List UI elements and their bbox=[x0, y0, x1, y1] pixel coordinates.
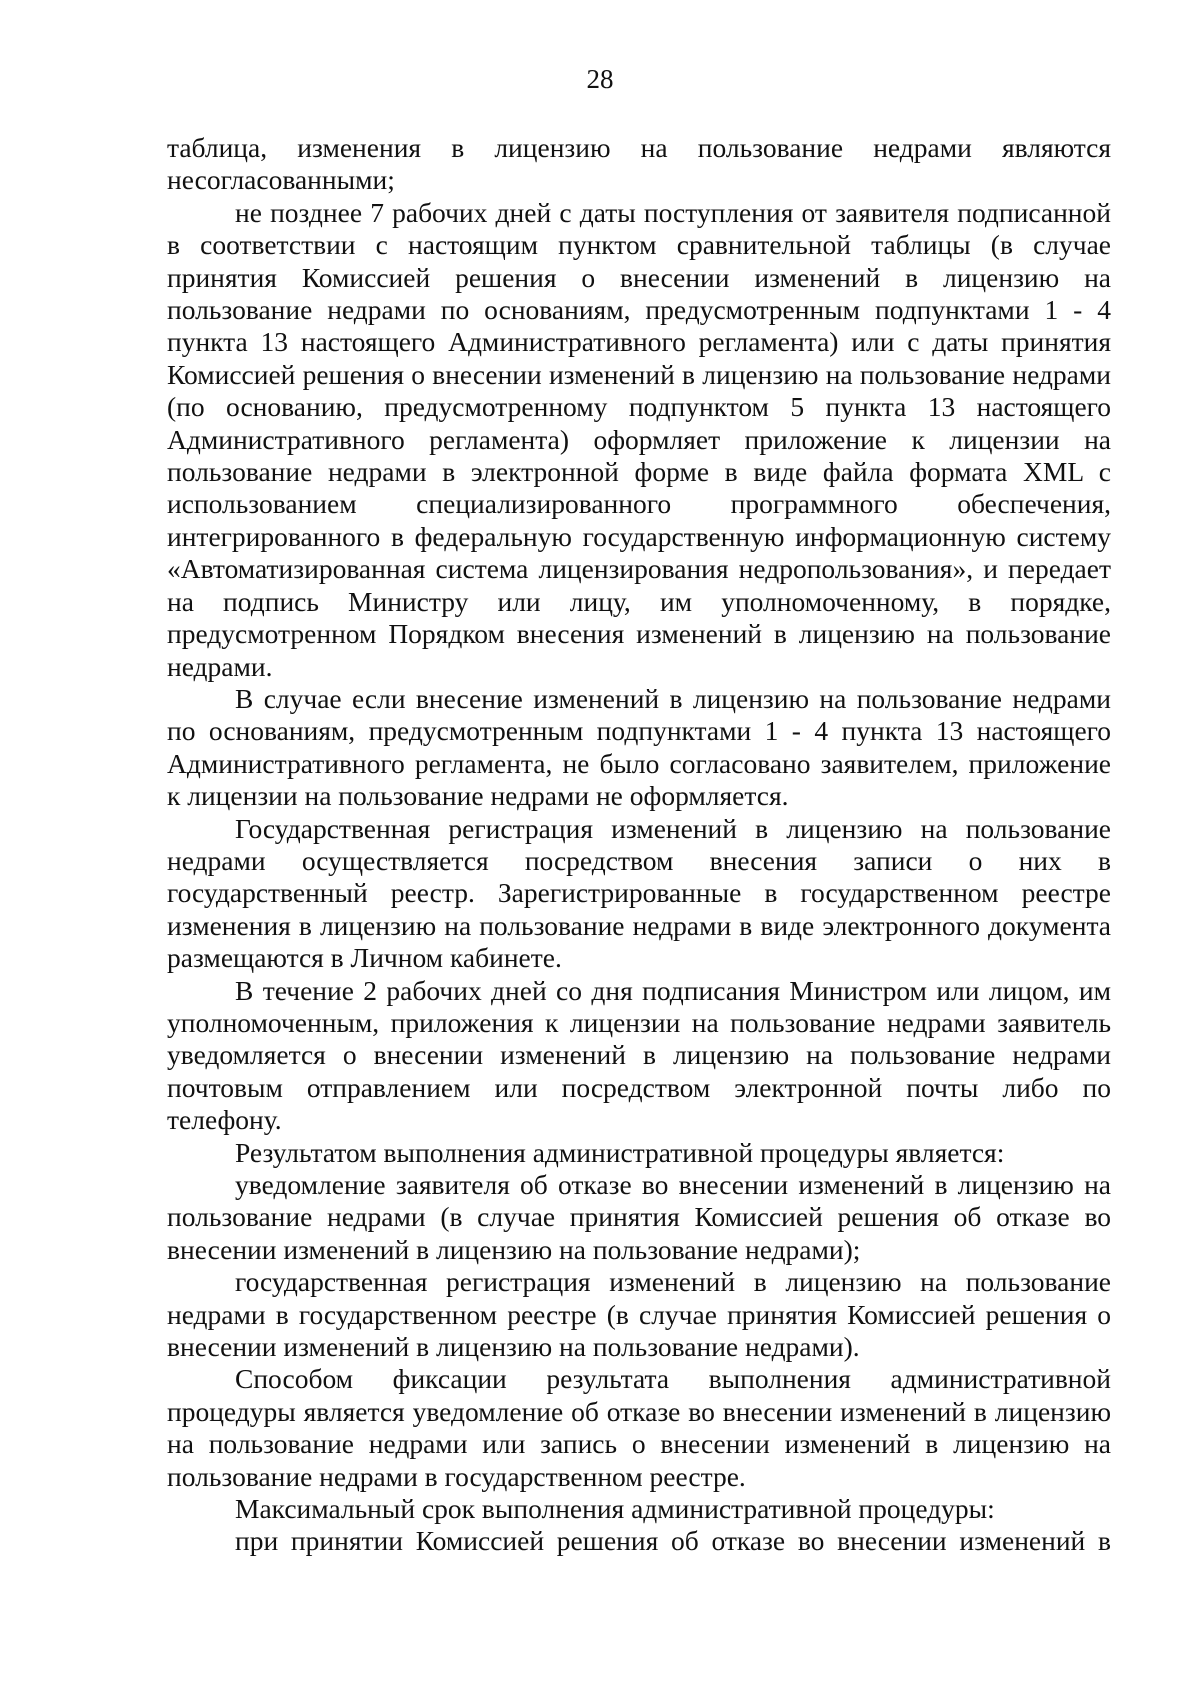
paragraph-state-registration: Государственная регистрация изменений в лицензию на пользование недрами осуществляется посредством внесения записи о них в государственный реестр. Зарегистрированные в государственном реестре изменения в лицензию на пользование недрами в виде электронного документа размещаются в Личном кабинете. bbox=[167, 812, 1111, 974]
paragraph-fixation-method: Способом фиксации результата выполнения административной процедуры является уведомление об отказе во внесении изменений в лицензию на пользование недрами или запись о внесении изменений в лицензию на пользование недрами в государственном реестре. bbox=[167, 1363, 1111, 1492]
paragraph-notification: В течение 2 рабочих дней со дня подписания Министром или лицом, им уполномоченным, приложения к лицензии на пользование недрами заявитель уведомляется о внесении изменений в лицензию на пользование недрами почтовым отправлением или посредством электронной почты либо по телефону. bbox=[167, 974, 1111, 1136]
paragraph-max-term: Максимальный срок выполнения административной процедуры: bbox=[235, 1493, 995, 1525]
paragraph-refusal-decision: при принятии Комиссией решения об отказе во внесении изменений в bbox=[235, 1525, 1111, 1557]
paragraph-result-heading: Результатом выполнения административной процедуры является: bbox=[235, 1136, 1005, 1168]
paragraph-not-agreed: В случае если внесение изменений в лицензию на пользование недрами по основаниям, предусмотренным подпунктами 1 - 4 пункта 13 настоящего Административного регламента, не было согласовано заявителем, приложение к лицензии на пользование недрами не оформляется. bbox=[167, 682, 1111, 812]
paragraph-result-registration: государственная регистрация изменений в лицензию на пользование недрами в государственном реестре (в случае принятия Комиссией решения о внесении изменений в лицензию на пользование недрами). bbox=[167, 1266, 1111, 1363]
page-number: 28 bbox=[586, 64, 614, 94]
document-body bbox=[167, 132, 1111, 1558]
paragraph-continuation: таблица, изменения в лицензию на пользование недрами являются несогласованными; bbox=[167, 132, 1111, 196]
paragraph-processing-deadline: не позднее 7 рабочих дней с даты поступления от заявителя подписанной в соответствии с настоящим пунктом сравнительной таблицы (в случае принятия Комиссией решения о внесении изменений в лицензию на пользование недрами по основаниям, предусмотренным подпунктами 1 - 4 пункта 13 настоящего Административного регламента) или с даты принятия Комиссией решения о внесении изменений в лицензию на пользование недрами (по основанию, предусмотренному подпунктом 5 пункта 13 настоящего Административного регламента) оформляет приложение к лицензии на пользование недрами в электронной форме в виде файла формата XML с использованием специализированного программного обеспечения, интегрированного в федеральную государственную информационную систему «Автоматизированная система лицензирования недропользования», и передает на подпись Министру или лицу, им уполномоченному, в порядке, предусмотренном Порядком внесения изменений в лицензию на пользование недрами. bbox=[167, 196, 1111, 682]
paragraph-result-refusal: уведомление заявителя об отказе во внесении изменений в лицензию на пользование недрами (в случае принятия Комиссией решения об отказе во внесении изменений в лицензию на пользование недрами); bbox=[167, 1169, 1111, 1265]
